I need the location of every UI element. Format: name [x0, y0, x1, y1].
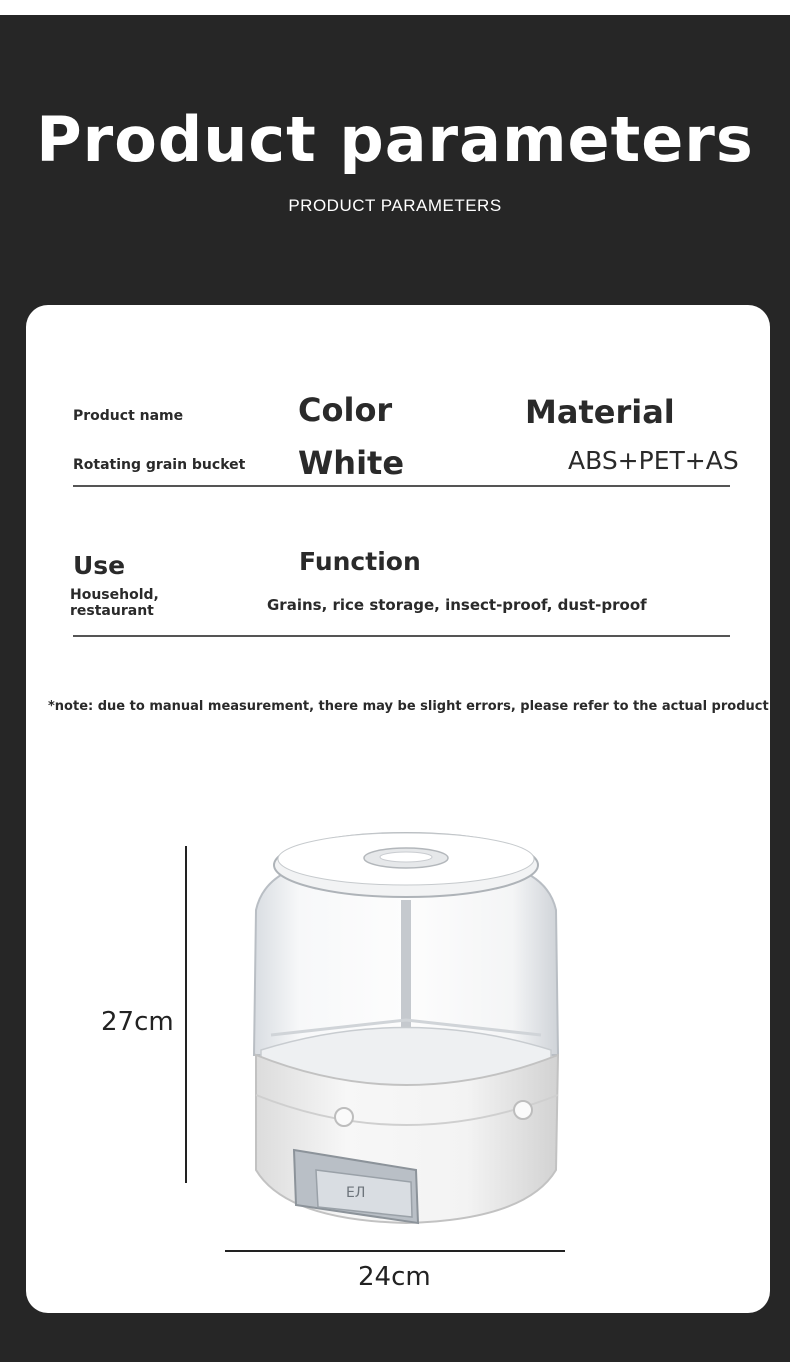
material-value: ABS+PET+AS — [568, 446, 739, 475]
function-label: Function — [299, 547, 421, 576]
page-background — [0, 15, 790, 1362]
divider-1 — [73, 485, 730, 487]
function-value: Grains, rice storage, insect-proof, dust-proof — [267, 596, 647, 614]
product-name-label: Product name — [73, 408, 184, 424]
measurement-note: *note: due to manual measurement, there may be slight errors, please refer to the actual product — [48, 699, 769, 714]
color-label: Color — [298, 391, 393, 429]
use-value-line1: Household, — [70, 587, 159, 603]
height-dimension-line — [185, 846, 187, 1183]
use-label: Use — [73, 551, 126, 580]
spec-card — [26, 305, 770, 1313]
page-title: Product parameters — [36, 103, 754, 176]
use-value-line2: restaurant — [70, 603, 154, 619]
page-subtitle: PRODUCT PARAMETERS — [288, 196, 502, 215]
material-label: Material — [525, 393, 675, 431]
divider-2 — [73, 635, 730, 637]
width-dimension-label: 24cm — [358, 1262, 431, 1292]
grain-bucket-image — [226, 825, 576, 1225]
height-dimension-label: 27cm — [101, 1007, 174, 1037]
svg-text:ЕЛ: ЕЛ — [346, 1185, 366, 1201]
width-dimension-line — [225, 1250, 565, 1252]
color-value: White — [298, 444, 405, 482]
product-name-value: Rotating grain bucket — [73, 457, 246, 473]
